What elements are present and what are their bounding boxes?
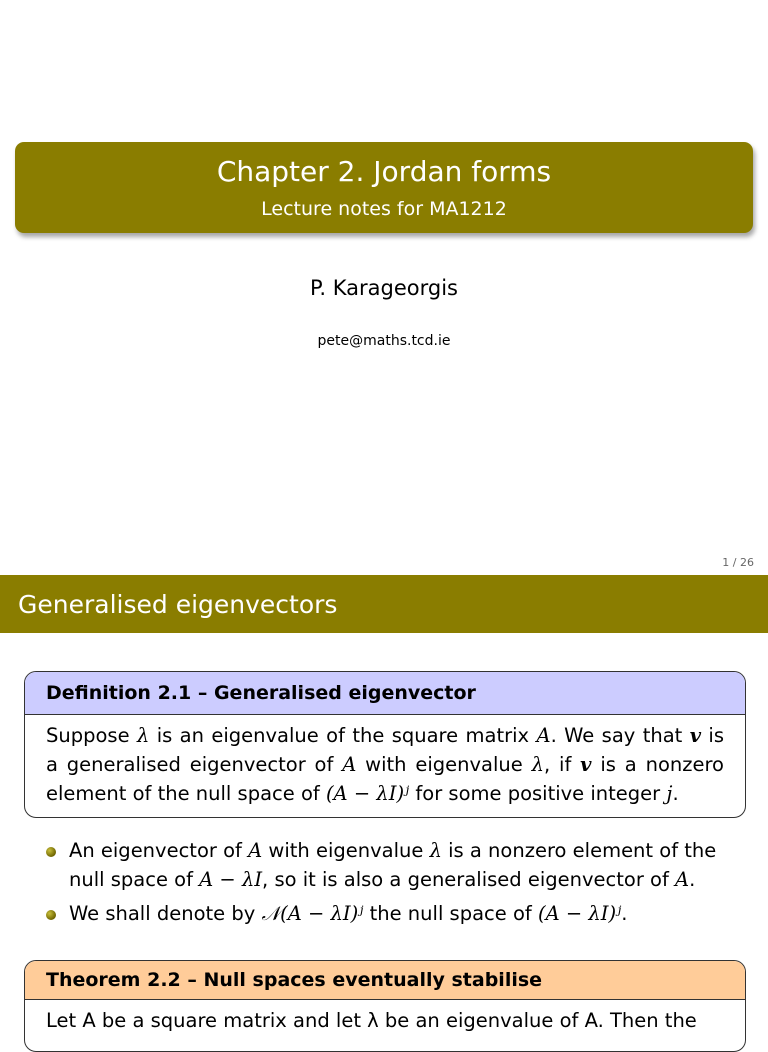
definition-text: is a generalised eigenvector of	[46, 724, 724, 776]
math-lambda: λ	[429, 839, 442, 862]
math-A: A	[248, 839, 263, 862]
bullet-icon	[46, 910, 56, 920]
math-j: j	[666, 782, 673, 805]
frame-title: Generalised eigenvectors	[18, 590, 338, 619]
math-A: A	[536, 724, 551, 747]
bullet-list	[46, 836, 726, 933]
chapter-title: Chapter 2. Jordan forms	[216, 155, 552, 188]
author-name: P. Karageorgis	[310, 276, 458, 300]
math-A: A	[675, 868, 690, 891]
author-email: pete@maths.tcd.ie	[317, 333, 451, 349]
bullet-text: with eigenvalue	[262, 839, 430, 862]
math-A: A	[342, 753, 357, 776]
bullet-text: is a nonzero element of the null space of	[69, 839, 717, 891]
bullet-icon	[46, 847, 56, 857]
math-lambda: λ	[531, 753, 544, 776]
definition-body	[25, 715, 745, 808]
theorem-header: Theorem 2.2 – Null spaces eventually stabilise	[25, 961, 745, 1000]
bullet-text: , so it is also a generalised eigenvector of	[262, 868, 676, 891]
list-item	[46, 899, 726, 928]
math-v: v	[689, 724, 702, 747]
definition-text: with eigenvalue	[356, 753, 532, 776]
definition-text: .	[672, 782, 679, 805]
math-power: (A − λI)ʲ	[537, 902, 622, 925]
definition-text: , if	[543, 753, 581, 776]
bullet-text: We shall denote by	[69, 902, 262, 925]
page-number: 1 / 26	[722, 556, 754, 569]
theorem-body: Let A be a square matrix and let λ be an eigenvalue of A. Then the	[46, 1009, 697, 1032]
definition-header: Definition 2.1 – Generalised eigenvector	[25, 672, 745, 715]
bullet-text: .	[621, 902, 628, 925]
bullet-text: the null space of	[363, 902, 538, 925]
definition-text: is an eigenvalue of the square matrix	[149, 724, 537, 747]
bullet-text: An eigenvector of	[69, 839, 249, 862]
definition-block	[24, 671, 746, 818]
frame-header	[0, 575, 768, 633]
title-banner	[15, 142, 753, 233]
math-power: (A − λI)ʲ	[325, 782, 410, 805]
math-nullspace: 𝒩(A − λI)ʲ	[261, 902, 364, 925]
definition-text: for some positive integer	[409, 782, 667, 805]
math-lambda: λ	[136, 724, 150, 747]
theorem-block	[24, 960, 746, 1052]
definition-text: is a nonzero element of the null space of	[46, 753, 724, 805]
math-expr: A − λI	[199, 868, 263, 891]
math-v: v	[580, 753, 592, 776]
chapter-subtitle: Lecture notes for MA1212	[261, 198, 507, 220]
definition-text: Suppose	[46, 724, 137, 747]
bullet-text: .	[689, 868, 696, 891]
definition-text: . We say that	[550, 724, 690, 747]
list-item	[46, 836, 726, 894]
